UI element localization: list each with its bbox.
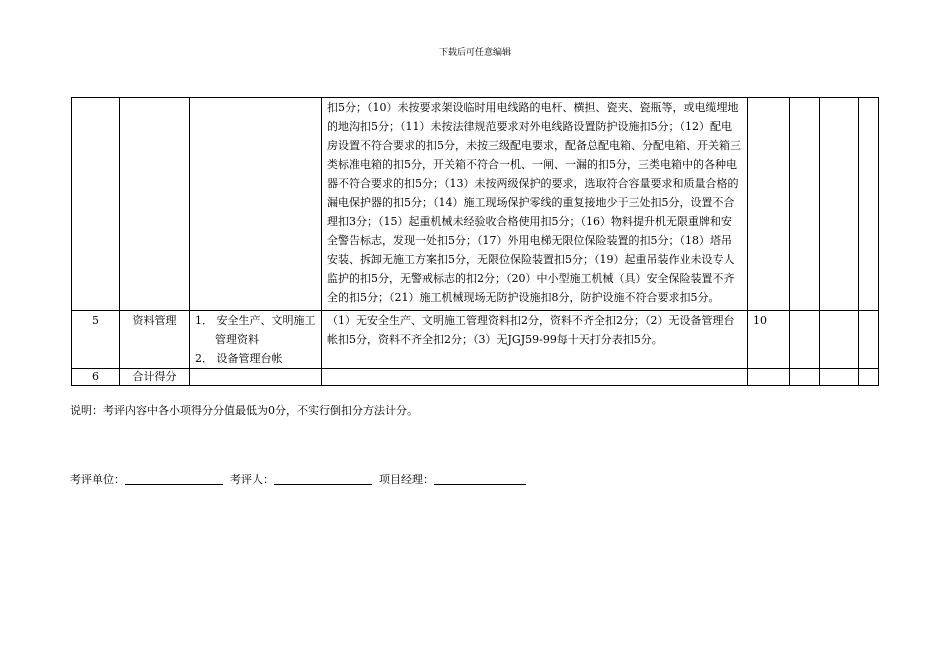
- cell-blank: [322, 369, 748, 386]
- explanation-note: 说明：考评内容中各小项得分分值最低为0分，不实行倒扣分方法计分。: [70, 404, 418, 417]
- manager-label: 项目经理：: [379, 473, 434, 486]
- criteria-cell: 扣5分；（10）未按要求架设临时用电线路的电杆、横担、瓷夹、瓷瓶等，或电缆埋地的地沟扣5分；（11）未按法律规范要求对外电线路设置防护设施扣5分；（12）配电房设置不符合要求的扣5分，未按三级配电要求，配备总配电箱、分配电箱、开关箱三类标准电箱的扣5分，开关箱不符合一机、一闸、一漏的扣5分，三类电箱中的各种电器不符合要求的扣5分；（13）未按两级保护的要求，选取符合容量要求和质量合格的漏电保护器的扣5分；（14）施工现场保护零线的重复接地少于三处扣5分，设置不合理扣3分；（15）起重机械未经验收合格使用扣5分；（16）物料提升机无限重牌和安全警告标志，发现一处扣5分；（17）外用电梯无限位保险装置的扣5分；（18）塔吊安装、拆卸无施工方案扣5分，无限位保险装置扣5分；（19）起重吊装作业未设专人监护的扣5分，无警戒标志的扣2分；（20）中小型施工机械（具）安全保险装置不齐全的扣5分；（21）施工机械现场无防护设施扣8分，防护设施不符合要求扣5分。: [322, 98, 748, 311]
- row-number: 6: [72, 369, 120, 386]
- manager-blank: [434, 471, 526, 485]
- cell-blank: [820, 311, 859, 369]
- cell-blank: [859, 369, 879, 386]
- criteria-cell: （1）无安全生产、文明施工管理资料扣2分，资料不齐全扣2分；（2）无设备管理台帐扣5分，资料不齐全扣2分；（3）无JGJ59-99每十天打分表扣5分。: [322, 311, 748, 369]
- page-header: 下载后可任意编辑: [438, 48, 511, 58]
- table-row-6: [72, 369, 879, 386]
- row-content: [190, 311, 322, 369]
- cell-no: [72, 98, 120, 311]
- cell-blank: [820, 369, 859, 386]
- score-cell: 10: [748, 311, 790, 369]
- row-number: 5: [72, 311, 120, 369]
- cell-blank: [790, 369, 820, 386]
- assessor-blank: [274, 471, 372, 485]
- cell-blank: [790, 98, 820, 311]
- cell-blank: [820, 98, 859, 311]
- assessment-table: [71, 97, 879, 386]
- assessor-label: 考评人：: [230, 473, 274, 486]
- cell-blank: [859, 311, 879, 369]
- table-row-5: [72, 311, 879, 369]
- cell-blank: [790, 311, 820, 369]
- cell-content: [190, 98, 322, 311]
- cell-blank: [859, 98, 879, 311]
- cell-blank: [748, 369, 790, 386]
- cell-blank: [190, 369, 322, 386]
- content-item: 1． 安全生产、文明施工管理资料: [195, 314, 316, 346]
- table-row-continued: [72, 98, 879, 311]
- row-item: 合计得分: [120, 369, 190, 386]
- row-item: 资料管理: [120, 311, 190, 369]
- unit-blank: [125, 471, 223, 485]
- signature-line: [70, 471, 526, 487]
- unit-label: 考评单位：: [70, 473, 125, 486]
- cell-score: [748, 98, 790, 311]
- content-item: 2． 设备管理台帐: [195, 352, 283, 365]
- cell-item: [120, 98, 190, 311]
